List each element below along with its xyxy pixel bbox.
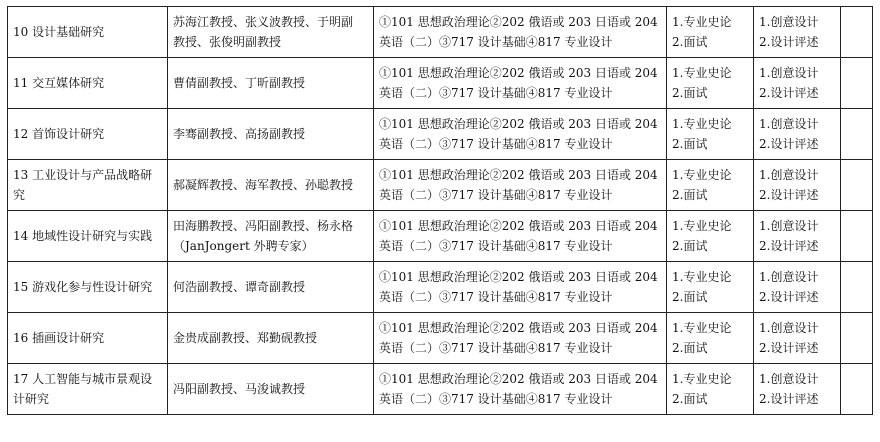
exam-subjects-line: ①101 思想政治理论②202 俄语或 203 日语或 204 [379, 117, 658, 131]
retest-subjects-cell [667, 364, 754, 415]
supervisors-line: 何浩副教授、谭奇副教授 [173, 280, 306, 294]
supervisors-cell [168, 160, 374, 211]
exam-subjects-line: 英语（二）③717 设计基础④817 专业设计 [379, 188, 613, 202]
retest-practical-line: 1.创意设计 [759, 219, 819, 233]
supervisors-line: 冯阳副教授、马浚诚教授 [173, 382, 306, 396]
exam-subjects-line: ①101 思想政治理论②202 俄语或 203 日语或 204 [379, 270, 658, 284]
retest-subjects-line: 2.面试 [672, 137, 708, 151]
exam-subjects-line: 英语（二）③717 设计基础④817 专业设计 [379, 239, 613, 253]
retest-subjects-line: 1.专业史论 [672, 117, 732, 131]
retest-practical-line: 1.创意设计 [759, 270, 819, 284]
exam-subjects-line: ①101 思想政治理论②202 俄语或 203 日语或 204 [379, 219, 658, 233]
retest-subjects-cell [667, 7, 754, 58]
exam-subjects-cell [374, 313, 667, 364]
exam-subjects-line: 英语（二）③717 设计基础④817 专业设计 [379, 341, 613, 355]
research-direction-cell [8, 58, 168, 109]
research-direction-line: 15 游戏化参与性设计研究 [13, 280, 153, 294]
retest-subjects-line: 2.面试 [672, 86, 708, 100]
research-direction-line: 13 工业设计与产品战略研 [13, 168, 153, 182]
research-direction-cell [8, 7, 168, 58]
research-direction-cell [8, 211, 168, 262]
research-direction-line: 究 [13, 188, 26, 202]
exam-subjects-line: ①101 思想政治理论②202 俄语或 203 日语或 204 [379, 15, 658, 29]
retest-practical-line: 2.设计评述 [759, 137, 819, 151]
notes-cell [841, 7, 873, 58]
retest-practical-line: 1.创意设计 [759, 168, 819, 182]
exam-subjects-cell [374, 211, 667, 262]
retest-practical-line: 2.设计评述 [759, 188, 819, 202]
notes-cell [841, 211, 873, 262]
research-direction-line: 12 首饰设计研究 [13, 127, 105, 141]
exam-subjects-cell [374, 364, 667, 415]
retest-subjects-line: 1.专业史论 [672, 168, 732, 182]
retest-subjects-line: 2.面试 [672, 239, 708, 253]
supervisors-cell [168, 364, 374, 415]
retest-practical-line: 1.创意设计 [759, 15, 819, 29]
supervisors-line: （JanJongert 外聘专家） [173, 239, 314, 253]
retest-practical-line: 2.设计评述 [759, 392, 819, 406]
exam-subjects-cell [374, 109, 667, 160]
supervisors-cell [168, 262, 374, 313]
exam-subjects-line: ①101 思想政治理论②202 俄语或 203 日语或 204 [379, 321, 658, 335]
table-row [8, 262, 873, 313]
retest-practical-cell [754, 262, 841, 313]
retest-subjects-cell [667, 262, 754, 313]
retest-subjects-line: 1.专业史论 [672, 270, 732, 284]
supervisors-line: 李骞副教授、高扬副教授 [173, 127, 306, 141]
retest-subjects-line: 1.专业史论 [672, 321, 732, 335]
retest-practical-line: 1.创意设计 [759, 66, 819, 80]
table-row [8, 313, 873, 364]
research-direction-cell [8, 364, 168, 415]
retest-subjects-cell [667, 313, 754, 364]
retest-subjects-cell [667, 58, 754, 109]
supervisors-cell [168, 313, 374, 364]
exam-subjects-line: ①101 思想政治理论②202 俄语或 203 日语或 204 [379, 66, 658, 80]
admissions-table-wrapper [7, 6, 873, 415]
supervisors-cell [168, 58, 374, 109]
notes-cell [841, 313, 873, 364]
supervisors-line: 田海鹏教授、冯阳副教授、杨永格 [173, 219, 354, 233]
research-direction-cell [8, 160, 168, 211]
exam-subjects-line: 英语（二）③717 设计基础④817 专业设计 [379, 137, 613, 151]
research-direction-line: 17 人工智能与城市景观设 [13, 372, 153, 386]
table-row [8, 364, 873, 415]
supervisors-cell [168, 211, 374, 262]
research-direction-line: 计研究 [13, 392, 50, 406]
exam-subjects-cell [374, 58, 667, 109]
exam-subjects-cell [374, 262, 667, 313]
retest-practical-line: 2.设计评述 [759, 239, 819, 253]
exam-subjects-line: 英语（二）③717 设计基础④817 专业设计 [379, 35, 613, 49]
retest-practical-cell [754, 211, 841, 262]
supervisors-line: 曹倩副教授、丁昕副教授 [173, 76, 306, 90]
research-direction-cell [8, 313, 168, 364]
retest-subjects-line: 2.面试 [672, 35, 708, 49]
exam-subjects-line: 英语（二）③717 设计基础④817 专业设计 [379, 290, 613, 304]
retest-practical-line: 1.创意设计 [759, 117, 819, 131]
retest-practical-line: 2.设计评述 [759, 35, 819, 49]
supervisors-line: 郝凝辉教授、海军教授、孙聪教授 [173, 178, 354, 192]
notes-cell [841, 160, 873, 211]
retest-practical-cell [754, 7, 841, 58]
research-direction-line: 16 插画设计研究 [13, 331, 105, 345]
notes-cell [841, 109, 873, 160]
retest-subjects-line: 1.专业史论 [672, 66, 732, 80]
retest-subjects-cell [667, 211, 754, 262]
supervisors-cell [168, 109, 374, 160]
retest-subjects-line: 1.专业史论 [672, 372, 732, 386]
supervisors-line: 教授、张俊明副教授 [173, 35, 282, 49]
exam-subjects-line: ①101 思想政治理论②202 俄语或 203 日语或 204 [379, 168, 658, 182]
table-body [8, 7, 873, 415]
table-row [8, 160, 873, 211]
retest-subjects-line: 2.面试 [672, 341, 708, 355]
table-row [8, 211, 873, 262]
exam-subjects-cell [374, 7, 667, 58]
retest-practical-cell [754, 109, 841, 160]
retest-subjects-cell [667, 160, 754, 211]
retest-practical-line: 2.设计评述 [759, 341, 819, 355]
notes-cell [841, 262, 873, 313]
retest-practical-line: 2.设计评述 [759, 86, 819, 100]
table-row [8, 7, 873, 58]
supervisors-line: 苏海江教授、张义波教授、于明副 [173, 15, 354, 29]
research-direction-line: 10 设计基础研究 [13, 25, 105, 39]
research-direction-line: 11 交互媒体研究 [13, 76, 105, 90]
supervisors-cell [168, 7, 374, 58]
retest-practical-line: 2.设计评述 [759, 290, 819, 304]
retest-practical-cell [754, 364, 841, 415]
research-direction-cell [8, 109, 168, 160]
retest-subjects-line: 1.专业史论 [672, 15, 732, 29]
retest-practical-line: 1.创意设计 [759, 321, 819, 335]
exam-subjects-cell [374, 160, 667, 211]
retest-subjects-cell [667, 109, 754, 160]
table-row [8, 109, 873, 160]
retest-practical-cell [754, 160, 841, 211]
exam-subjects-line: ①101 思想政治理论②202 俄语或 203 日语或 204 [379, 372, 658, 386]
retest-subjects-line: 2.面试 [672, 392, 708, 406]
research-direction-line: 14 地域性设计研究与实践 [13, 229, 153, 243]
retest-practical-cell [754, 313, 841, 364]
retest-practical-cell [754, 58, 841, 109]
retest-subjects-line: 2.面试 [672, 188, 708, 202]
retest-subjects-line: 2.面试 [672, 290, 708, 304]
notes-cell [841, 58, 873, 109]
research-direction-cell [8, 262, 168, 313]
retest-subjects-line: 1.专业史论 [672, 219, 732, 233]
exam-subjects-line: 英语（二）③717 设计基础④817 专业设计 [379, 86, 613, 100]
table-row [8, 58, 873, 109]
retest-practical-line: 1.创意设计 [759, 372, 819, 386]
exam-subjects-line: 英语（二）③717 设计基础④817 专业设计 [379, 392, 613, 406]
supervisors-line: 金贵成副教授、郑勤砚教授 [173, 331, 318, 345]
admissions-table [7, 6, 873, 415]
notes-cell [841, 364, 873, 415]
